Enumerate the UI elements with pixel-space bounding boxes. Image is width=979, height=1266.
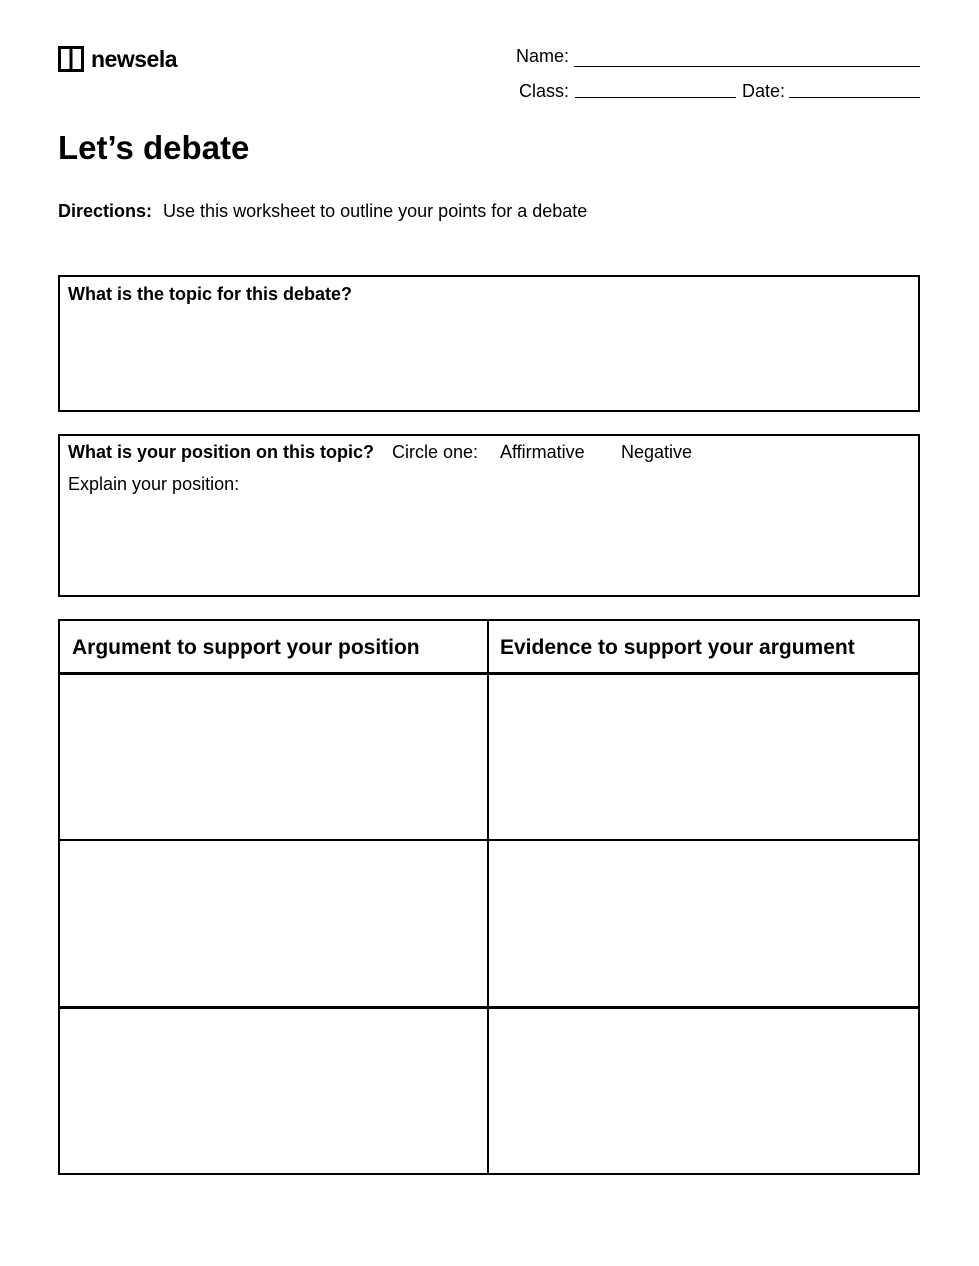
topic-question: What is the topic for this debate? [68,284,353,304]
option-affirmative[interactable]: Affirmative [500,442,585,462]
column-header-argument: Argument to support your position [72,636,420,659]
evidence-cell-3[interactable] [490,1010,917,1172]
date-field[interactable] [789,97,920,98]
class-field[interactable] [575,97,736,98]
column-divider [487,621,489,1173]
topic-answer-box[interactable] [58,275,920,412]
logo-wordmark: newsela [91,46,177,72]
newsela-logo [58,46,177,72]
directions-label: Directions: [58,201,153,221]
open-book-icon [58,46,84,72]
column-header-evidence: Evidence to support your argument [500,636,855,659]
evidence-cell-2[interactable] [490,842,917,1006]
explain-position-label: Explain your position: [68,474,240,494]
argument-cell-2[interactable] [60,842,487,1006]
row-divider [60,1006,918,1009]
name-label: Name: [516,46,570,66]
position-question: What is your position on this topic? [68,442,374,462]
option-negative[interactable]: Negative [621,442,693,462]
date-label: Date: [742,81,786,101]
directions [58,200,587,222]
argument-cell-1[interactable] [60,675,487,839]
row-divider [60,839,918,841]
circle-one-label: Circle one: [392,442,479,462]
argument-cell-3[interactable] [60,1010,487,1172]
class-label: Class: [519,81,570,101]
position-answer-box[interactable] [58,434,920,597]
evidence-cell-1[interactable] [490,675,917,839]
directions-text: Use this worksheet to outline your points for a debate [163,201,588,221]
name-field[interactable] [574,66,920,67]
argument-evidence-table [58,619,920,1175]
page-title: Let’s debate [58,129,250,166]
